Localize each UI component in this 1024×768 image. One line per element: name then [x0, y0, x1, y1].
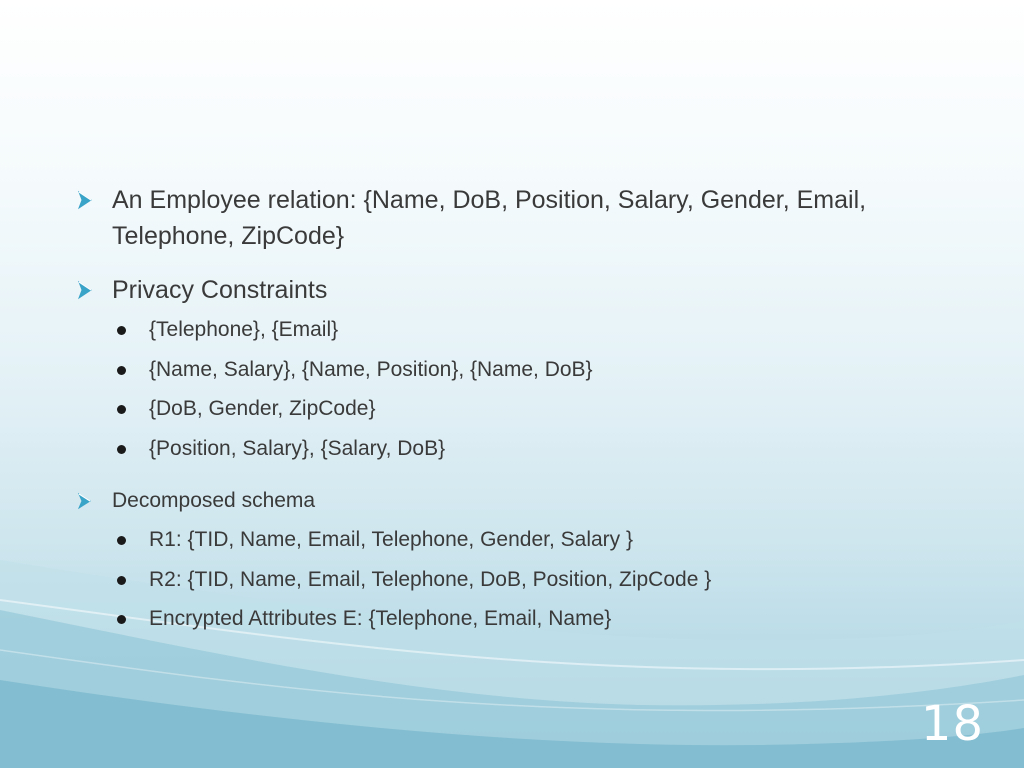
bullet-text: Privacy Constraints [112, 276, 328, 304]
bullet-employee-relation [72, 182, 932, 254]
list-item-text: {DoB, Gender, ZipCode} [149, 397, 376, 420]
slide-number: 18 [920, 696, 984, 752]
list-item [72, 520, 932, 560]
list-item [72, 429, 932, 469]
list-item-text: R1: {TID, Name, Email, Telephone, Gender, Salary } [149, 528, 634, 551]
dot-bullet-icon [117, 405, 126, 414]
dot-bullet-icon [117, 366, 126, 375]
list-item-text: R2: {TID, Name, Email, Telephone, DoB, Position, ZipCode } [149, 567, 712, 591]
list-item [72, 350, 932, 390]
list-item [72, 560, 932, 600]
slide-body [72, 182, 932, 657]
dot-bullet-icon [117, 536, 126, 545]
list-item-text: {Telephone}, {Email} [149, 318, 339, 341]
bullet-text: Decomposed schema [112, 489, 316, 512]
list-item-text: {Position, Salary}, {Salary, DoB} [149, 436, 446, 460]
list-item-text: Encrypted Attributes E: {Telephone, Email, Name} [149, 607, 612, 630]
list-item [72, 389, 932, 429]
dot-bullet-icon [117, 576, 126, 585]
bullet-privacy-constraints [72, 272, 932, 308]
arrow-bullet-icon [74, 486, 96, 516]
list-item-text: {Name, Salary}, {Name, Position}, {Name, DoB} [149, 357, 593, 381]
list-item [72, 310, 932, 350]
dot-bullet-icon [117, 445, 126, 454]
dot-bullet-icon [117, 326, 126, 335]
arrow-bullet-icon [74, 182, 96, 218]
dot-bullet-icon [117, 615, 126, 624]
arrow-bullet-icon [74, 272, 96, 308]
bullet-text: An Employee relation: {Name, DoB, Position, Salary, Gender, Email, Telephone, ZipCode} [112, 186, 867, 250]
decomposed-schema-list [72, 520, 932, 639]
list-item [72, 599, 932, 639]
privacy-constraints-list [72, 310, 932, 468]
bullet-decomposed-schema [72, 486, 932, 516]
